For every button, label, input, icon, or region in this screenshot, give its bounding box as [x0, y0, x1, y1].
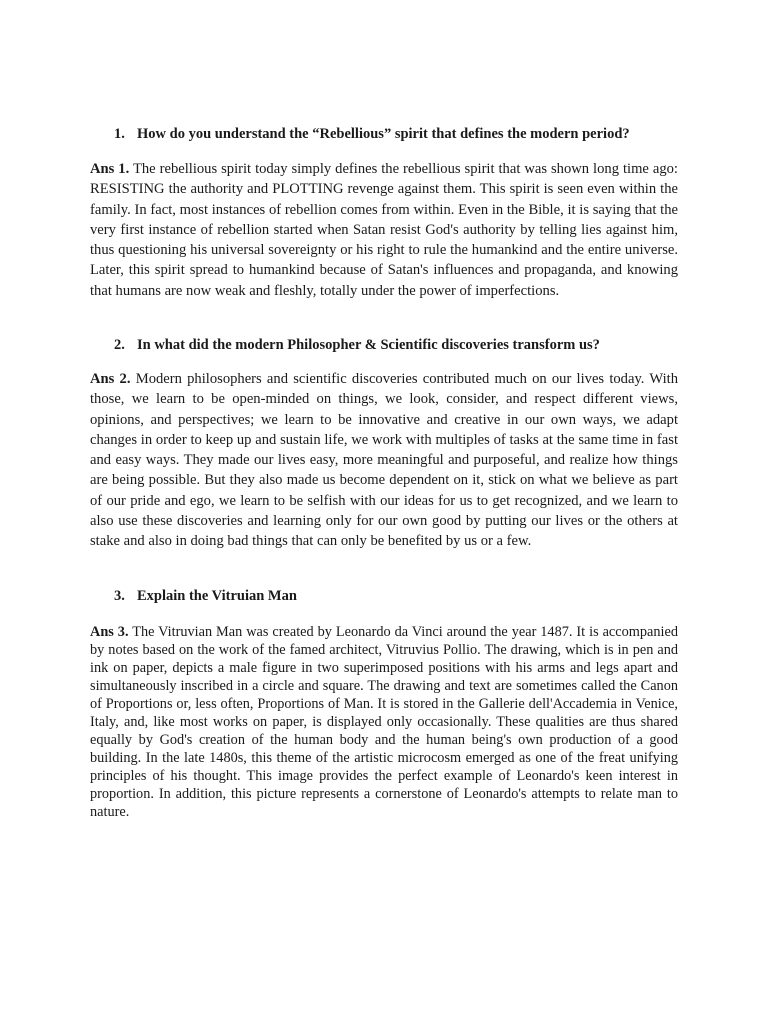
question-number: 2.	[114, 337, 125, 353]
answer-text: Modern philosophers and scientific discoveries contributed much on our lives today. With those, we learn to be open-minded on things, we look, consider, and respect different views, opinions, and perspectives; we learn to be innovative and creative in our own ways, we adapt changes in order to keep up and sustain life, we work with multiples of tasks at the same time in fast and easy ways. They made our lives easy, more meaningful and purposeful, and realize how things are being possible. But they also made us become dependent on it, stick on what we believe as part of our pride and ego, we learn to be selfish with our ideas for us to get recognized, and we learn to also use these discoveries and learning only for our own good by putting our lives or the others at stake and also in doing bad things that can only be benefited by us or a few.	[90, 371, 678, 550]
question-text: How do you understand the “Rebellious” spirit that defines the modern period?	[137, 126, 630, 142]
question-1	[114, 126, 630, 143]
answer-2	[90, 369, 678, 552]
answer-label: Ans 1.	[90, 161, 130, 177]
question-number: 1.	[114, 126, 125, 142]
question-2	[114, 337, 600, 354]
question-text: In what did the modern Philosopher & Scientific discoveries transform us?	[137, 337, 600, 353]
answer-text: The rebellious spirit today simply defines the rebellious spirit that was shown long time ago: RESISTING the authority and PLOTTING revenge against them. This spirit is seen even within the family. In fact, most instances of rebellion comes from within. Even in the Bible, it is saying that the very first instance of rebellion started when Satan resist God's authority by telling lies against him, thus questioning his universal sovereignty or his right to rule the humankind and the entire universe. Later, this spirit spread to humankind because of Satan's influences and propaganda, and knowing that humans are now weak and fleshly, totally under the power of imperfections.	[90, 161, 678, 299]
question-text: Explain the Vitruian Man	[137, 588, 297, 604]
answer-3	[90, 623, 678, 821]
answer-text: The Vitruvian Man was created by Leonardo da Vinci around the year 1487. It is accompanied by notes based on the work of the famed architect, Vitruvius Pollio. The drawing, which is in pen and ink on paper, depicts a male figure in two superimposed positions with his arms and legs apart and simultaneously inscribed in a circle and square. The drawing and text are sometimes called the Canon of Proportions or, less often, Proportions of Man. It is stored in the Gallerie dell'Accademia in Venice, Italy, and, like most works on paper, is displayed only occasionally. These qualities are thus shared equally by God's creation of the human body and the human being's own production of a good building. In the late 1480s, this theme of the artistic microcosm emerged as one of the freat unifying principles of his thought. This image provides the perfect example of Leonardo's keen interest in proportion. In addition, this picture represents a cornerstone of Leonardo's attempts to relate man to nature.	[90, 624, 678, 820]
answer-label: Ans 3.	[90, 624, 129, 640]
answer-label: Ans 2.	[90, 371, 131, 387]
question-number: 3.	[114, 588, 125, 604]
question-3	[114, 588, 297, 605]
answer-1	[90, 159, 678, 301]
